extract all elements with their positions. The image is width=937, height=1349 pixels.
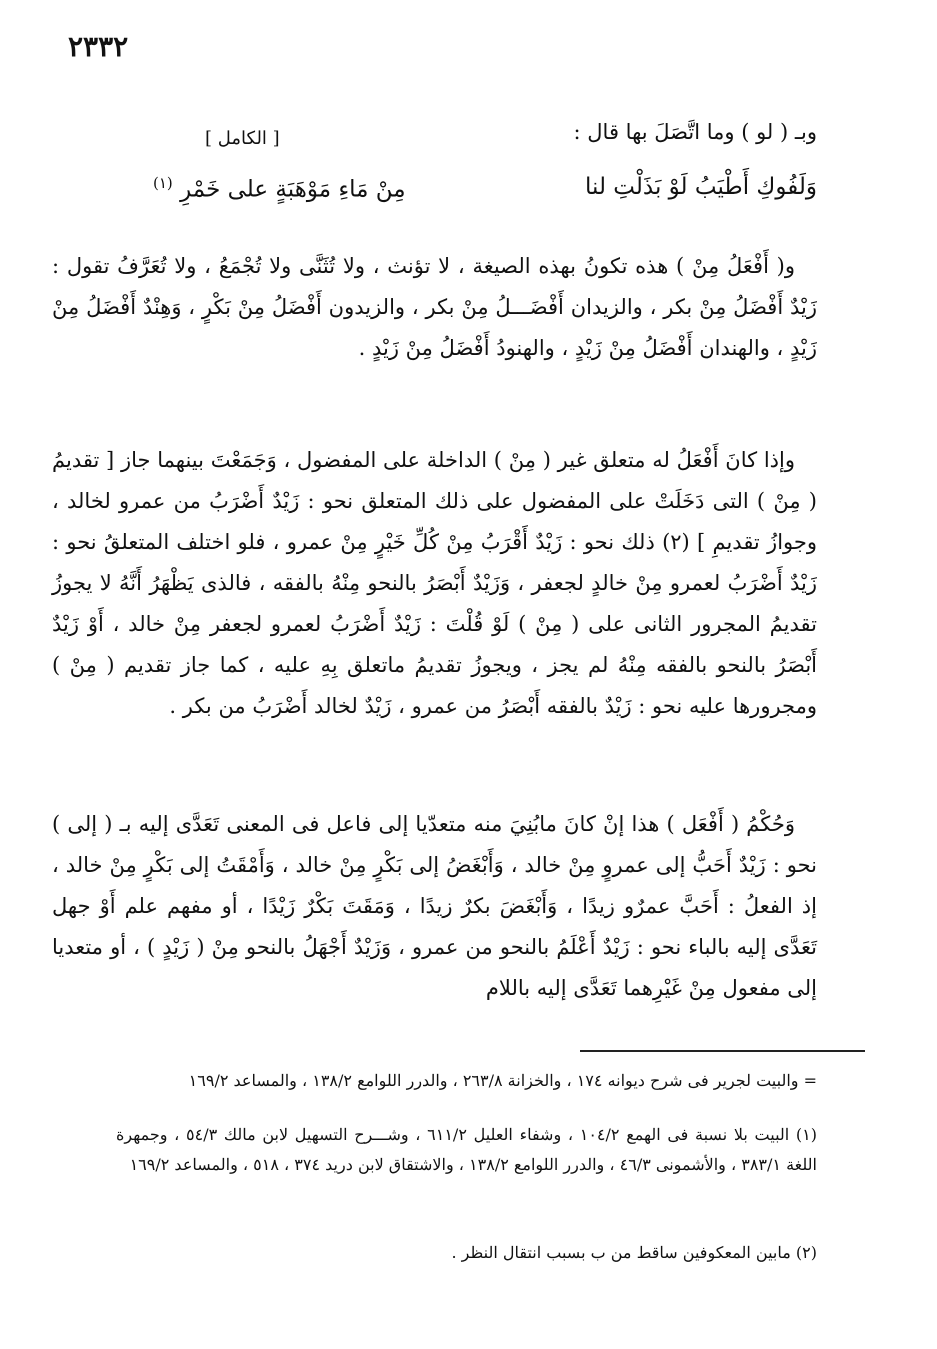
page-number: ٢٣٣٢ [68, 30, 129, 63]
poetic-meter-label: [ الكامل ] [205, 128, 280, 149]
footnote-1: (١) البيت بلا نسبة فى الهمع ١٠٤/٢ ، وشفاء العليل ٦١١/٢ ، وشـــرح التسهيل لابن مالك ٥٤/٣ ، وجمهرة اللغة ٣٨٣/١ ، والأشمونى ٤٦/٣ ، والدرر اللوامع ١٣٨/٢ ، والاشتقاق لابن دريد ٣٧٤ ، ٥١٨ ، والمساعد ١٦٩/٢ [116, 1125, 817, 1174]
footnote-separator [580, 1050, 865, 1052]
verse-second-hemistich: مِنْ مَاءِ مَوْهَبَةٍ على خَمْرِ [180, 176, 406, 203]
paragraph-afal-min: و( أَفْعَلُ مِنْ ) هذه تكونُ بهذه الصيغة ، لا تؤنث ، ولا تُثَنَّى ولا تُجْمَعُ ، ولا تُعَرَّفُ تقول : زَيْدٌ أَفْضَلُ مِنْ بكر ، والزيدان أَفْضَـــلُ مِنْ بكر ، والزيدون أَفْضَلُ مِنْ بَكْرٍ ، وَهِنْدٌ أَفْضَلُ مِنْ زَيْدٍ ، والهندان أَفْضَلُ مِنْ زَيْدٍ ، والهنودُ أَفْضَلُ مِنْ زَيْدٍ . [52, 254, 817, 360]
footnote-marker-1: (١) [153, 174, 173, 192]
paragraph-hukm-afal: وَحُكْمُ ( أَفْعَل ) هذا إنْ كانَ مابُنِيَ منه متعدّيا إلى فاعل فى المعنى تَعَدَّى إليه بـ ( إلى ) نحو : زَيْدٌ أَحَبُّ إلى عمروٍ مِنْ خالد ، وَأَبْغَضُ إلى بَكْرٍ مِنْ خالد ، وَأَمْقَتُ إلى بَكْرٍ مِنْ خالد ، إذ الفعلُ : أَحَبَّ عمرٌو زيدًا ، وَأَبْغَضَ بكرٌ زيدًا ، وَمَقَتَ بَكْرٌ زَيْدًا ، أو مفهم علم أَوْ جهل تَعَدَّى إليه بالباء نحو : زَيْدٌ أَعْلَمُ بالنحو من عمرو ، وَزَيْدٌ أَجْهَلُ بالنحو مِنْ ( زَيْدٍ ) ، أو متعديا إلى مفعول مِنْ غَيْرِهما تَعَدَّى إليه باللام [52, 812, 817, 1000]
verse-intro: وبـ ( لو ) وما اتَّصَلَ بها قال : [573, 120, 817, 144]
verse-second-hemistich-line [153, 174, 406, 203]
footnote-2: (٢) مابين المعكوفين ساقط من ب بسبب انتقال النظر . [451, 1243, 817, 1262]
footnote-continued: = والبيت لجرير فى شرح ديوانه ١٧٤ ، والخزانة ٢٦٣/٨ ، والدرر اللوامع ١٣٨/٢ ، والمساعد ١٦٩/٢ [188, 1071, 817, 1090]
verse-first-hemistich: وَلَفُوكِ أَطْيَبُ لَوْ بَذَلْتِ لنا [585, 174, 817, 200]
paragraph-mutaallaq: وإذا كانَ أَفْعَلُ له متعلق غير ( مِنْ ) الداخلة على المفضول ، وَجَمَعْتَ بينهما جاز [ تقديمُ ( مِنْ ) التى دَخَلَتْ على المفضول على ذلك المتعلق نحو : زَيْدٌ أَضْرَبُ من عمرو لخالد ، وجوازُ تقديمِ ] (٢) ذلك نحو : زَيْدٌ أَقْرَبُ مِنْ كُلِّ خَيْرٍ مِنْ عمرو ، فلو اختلف المتعلقُ نحو : زَيْدٌ أَضْرَبُ لعمرو مِنْ خالدٍ لجعفر ، وَزَيْدٌ أَبْصَرُ بالنحو مِنْهُ بالفقه ، فالذى يَظْهَرُ أَنَّهُ لا يجوزُ تقديمُ المجرور الثانى على ( مِنْ ) لَوْ قُلْتَ : زَيْدٌ أَضْرَبُ لعمرو لجعفر مِنْ خالد ، أَوْ زَيْدٌ أَبْصَرُ بالنحو بالفقه مِنْهُ لم يجز ، ويجوزُ تقديمُ ماتعلق بِهِ عليه ، كما جاز تقديم ( مِنْ ) ومجرورها عليه نحو : زَيْدٌ بالفقه أَبْصَرُ من عمرو ، زَيْدٌ لخالد أَضْرَبُ من بكر . [52, 448, 817, 718]
